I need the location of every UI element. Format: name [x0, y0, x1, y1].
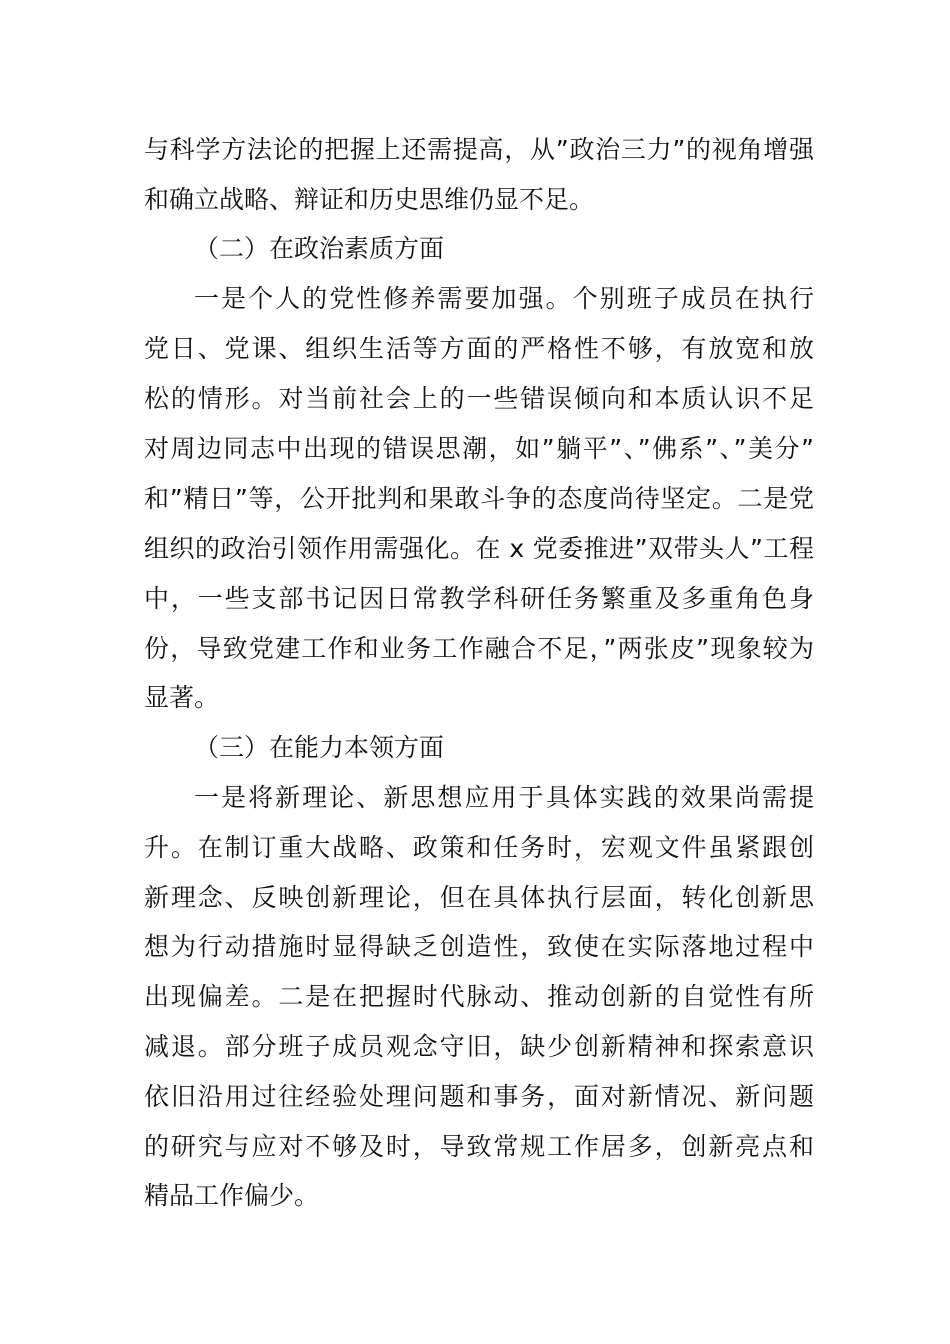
paragraph-line: 依旧沿用过往经验处理问题和事务，面对新情况、新问题 [144, 1082, 814, 1111]
section-heading: （三）在能力本领方面 [194, 733, 445, 762]
paragraph-line: 组织的政治引领作用需强化。在 x 党委推进”双带头人”工程 [144, 534, 814, 563]
paragraph-line: 显著。 [144, 683, 220, 712]
paragraph-line: 中，一些支部书记因日常教学科研任务繁重及多重角色身 [144, 584, 814, 613]
paragraph-line: 党日、党课、组织生活等方面的严格性不够，有放宽和放 [144, 334, 814, 363]
paragraph-line: 对周边同志中出现的错误思潮，如”躺平”、”佛系”、”美分” [144, 434, 814, 463]
paragraph-line: 的研究与应对不够及时，导致常规工作居多，创新亮点和 [144, 1132, 814, 1161]
paragraph-line: 松的情形。对当前社会上的一些错误倾向和本质认识不足 [144, 384, 814, 413]
paragraph-line: 和”精日”等，公开批判和果敢斗争的态度尚待坚定。二是党 [144, 484, 814, 513]
paragraph-line: 份，导致党建工作和业务工作融合不足，”两张皮”现象较为 [144, 634, 814, 663]
paragraph-line: 与科学方法论的把握上还需提高，从”政治三力”的视角增强 [144, 135, 814, 164]
paragraph-line: 一是个人的党性修养需要加强。个别班子成员在执行 [194, 284, 814, 313]
paragraph-line: 想为行动措施时显得缺乏创造性，致使在实际落地过程中 [144, 932, 814, 961]
paragraph-line: 精品工作偏少。 [144, 1181, 320, 1210]
paragraph-line: 和确立战略、辩证和历史思维仍显不足。 [144, 185, 595, 214]
paragraph-line: 新理念、反映创新理论，但在具体执行层面，转化创新思 [144, 883, 814, 912]
paragraph-line: 一是将新理论、新思想应用于具体实践的效果尚需提 [194, 783, 814, 812]
section-heading: （二）在政治素质方面 [194, 234, 445, 263]
paragraph-line: 减退。部分班子成员观念守旧，缺少创新精神和探索意识 [144, 1032, 814, 1061]
paragraph-line: 出现偏差。二是在把握时代脉动、推动创新的自觉性有所 [144, 982, 814, 1011]
paragraph-line: 升。在制订重大战略、政策和任务时，宏观文件虽紧跟创 [144, 833, 814, 862]
